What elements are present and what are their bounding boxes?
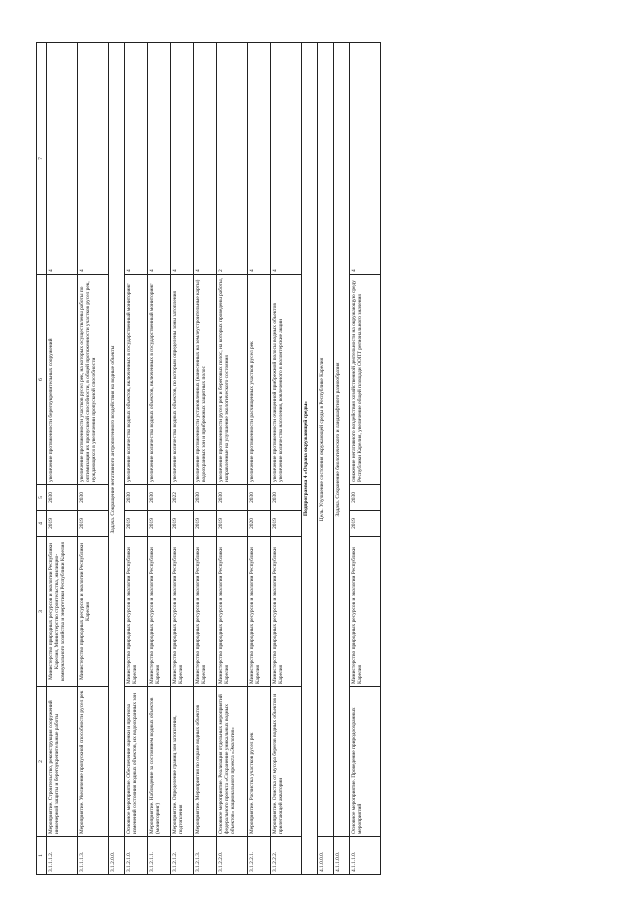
end-year: 2022 — [170, 485, 193, 511]
table-row — [147, 43, 170, 875]
start-year: 2019 — [77, 511, 108, 537]
event-name: Мероприятие. Увеличение пропускной способности русел рек — [77, 687, 108, 837]
executor: Министерство природных ресурсов и экологии Республики Карелия — [349, 537, 380, 687]
table-row — [349, 43, 380, 875]
executor: Министерство природных ресурсов и экологии Республики Карелия, Министерство строительства, жилищно-коммунального хозяйства и энергетики Республики Карелия — [46, 537, 77, 687]
table-row — [270, 43, 301, 875]
row-code: 3.1.2.2.1. — [247, 837, 270, 875]
start-year: 2019 — [270, 511, 301, 537]
col-number: 7 — [37, 43, 47, 275]
table-row — [193, 43, 216, 875]
row-code: 3.1.2.2.0. — [216, 837, 247, 875]
event-name: Мероприятие. Определение границ зон затопления, подтопления — [170, 687, 193, 837]
col-number: 2 — [37, 687, 47, 837]
end-year: 2030 — [270, 485, 301, 511]
executor: Министерство природных ресурсов и экологии Республики Карелия — [170, 537, 193, 687]
indicator-link: 4 — [124, 43, 147, 275]
start-year: 2019 — [170, 511, 193, 537]
expected-result: увеличение количества водных объектов, по которым определены зоны затопления — [170, 275, 193, 485]
col-number: 5 — [37, 485, 47, 511]
row-code: 3.1.2.2.2. — [270, 837, 301, 875]
executor: Министерство природных ресурсов и экологии Республики Карелия — [147, 537, 170, 687]
expected-result: увеличение количества водных объектов, включенных в государственный мониторинг — [124, 275, 147, 485]
event-name: Мероприятие. Строительство, реконструкция сооружений инженерной защиты и берегоукрепительные работы — [46, 687, 77, 837]
table-row — [124, 43, 147, 875]
start-year: 2019 — [349, 511, 380, 537]
table-row — [170, 43, 193, 875]
start-year: 2019 — [124, 511, 147, 537]
expected-result: увеличение протяженности берегоукрепительных сооружений — [46, 275, 77, 485]
event-name: Мероприятие. Очистка от мусора берегов водных объектов и прилегающей акватории — [270, 687, 301, 837]
subprogram-title: Подпрограмма 4 «Охрана окружающей среды» — [301, 43, 317, 875]
indicator-link: 4 — [77, 43, 108, 275]
executor: Министерство природных ресурсов и экологии Республики Карелия — [216, 537, 247, 687]
subprogram-title-row — [301, 43, 317, 875]
indicator-link: 4 — [46, 43, 77, 275]
end-year: 2030 — [247, 485, 270, 511]
task-text: Задача. Сохранение биологического и ландшафтного разнообразия — [333, 43, 349, 837]
expected-result: увеличение количества водных объектов, включенных в государственный мониторинг — [147, 275, 170, 485]
end-year: 2030 — [124, 485, 147, 511]
row-code: 3.1.2.1.1. — [147, 837, 170, 875]
row-code: 3.1.1.1.2. — [46, 837, 77, 875]
indicator-link: 4 — [170, 43, 193, 275]
start-year: 2019 — [216, 511, 247, 537]
indicator-link: 4 — [247, 43, 270, 275]
row-code: 3.1.2.1.2. — [170, 837, 193, 875]
col-number: 4 — [37, 511, 47, 537]
expected-result: увеличение протяженности русел рек и береговых полос, на которых проведены работы, направленные на улучшение экологического состояния — [216, 275, 247, 485]
event-name: Мероприятие. Наблюдение за состоянием водных объектов (мониторинг) — [147, 687, 170, 837]
table-row — [46, 43, 77, 875]
start-year: 2019 — [46, 511, 77, 537]
event-name: Мероприятие. Расчистка участков русел рек — [247, 687, 270, 837]
indicator-link: 4 — [270, 43, 301, 275]
executor: Министерство природных ресурсов и экологии Республики Карелия — [124, 537, 147, 687]
end-year: 2030 — [349, 485, 380, 511]
end-year: 2030 — [46, 485, 77, 511]
end-year: 2030 — [193, 485, 216, 511]
start-year: 2019 — [147, 511, 170, 537]
expected-result: увеличение протяженности участков русел рек, на которых осуществлены работы по оптимизации их пропускной способности, в общей протяженности участков русел рек, нуждающихся в увеличении пропускной способности — [77, 275, 108, 485]
goal-text: Цель. Улучшение состояния окружающей среды в Республике Карелия — [317, 43, 333, 837]
table-row — [77, 43, 108, 875]
executor: Министерство природных ресурсов и экологии Республики Карелия — [193, 537, 216, 687]
task-text: Задача. Сокращение негативного антропогенного воздействия на водные объекты — [108, 43, 124, 837]
end-year: 2030 — [147, 485, 170, 511]
start-year: 2020 — [247, 511, 270, 537]
end-year: 2030 — [216, 485, 247, 511]
start-year: 2019 — [193, 511, 216, 537]
indicator-link: 2 — [216, 43, 247, 275]
table-row — [247, 43, 270, 875]
indicator-link: 4 — [349, 43, 380, 275]
event-name: Основное мероприятие. Обеспечение оценки и прогноза изменений состояния водных объектов, их водоохранных зон — [124, 687, 147, 837]
event-name: Мероприятие. Мероприятия по охране водных объектов — [193, 687, 216, 837]
col-number: 6 — [37, 275, 47, 485]
row-code: 3.1.2.0.0. — [108, 837, 124, 875]
table-row — [216, 43, 247, 875]
event-name: Основное мероприятие. Проведение природоохранных мероприятий — [349, 687, 380, 837]
program-table — [36, 42, 381, 875]
executor: Министерство природных ресурсов и экологии Республики Карелия — [77, 537, 108, 687]
indicator-link: 4 — [147, 43, 170, 275]
expected-result: увеличение протяженности расчищенных участков русел рек — [247, 275, 270, 485]
row-code: 3.1.1.1.3. — [77, 837, 108, 875]
row-code: 4.1.1.0.0. — [333, 837, 349, 875]
row-code: 3.1.2.1.0. — [124, 837, 147, 875]
executor: Министерство природных ресурсов и экологии Республики Карелия — [247, 537, 270, 687]
row-code: 4.1.0.0.0. — [317, 837, 333, 875]
expected-result: увеличение протяженности очищенной прибрежной полосы водных объектов увеличение количества населения, вовлеченного в волонтерские акции — [270, 275, 301, 485]
indicator-link: 4 — [193, 43, 216, 275]
task-row — [108, 43, 124, 875]
end-year: 2030 — [77, 485, 108, 511]
expected-result: снижение негативного воздействия хозяйственной деятельности на окружающую среду Республики Карелия, увеличение общей площади ООПТ регионального значения — [349, 275, 380, 485]
col-number: 1 — [37, 837, 47, 875]
row-code: 4.1.1.1.0. — [349, 837, 380, 875]
event-name: Основное мероприятие. Реализация отдельных мероприятий федерального проекта «Сохранение уникальных водных объектов» национального проекта «Экология» — [216, 687, 247, 837]
column-number-row — [37, 43, 47, 875]
row-code: 3.1.2.1.3. — [193, 837, 216, 875]
executor: Министерство природных ресурсов и экологии Республики Карелия — [270, 537, 301, 687]
task-row — [333, 43, 349, 875]
goal-row — [317, 43, 333, 875]
rotated-table-wrapper — [36, 43, 604, 875]
col-number: 3 — [37, 537, 47, 687]
expected-result: увеличение протяженности установленных (нанесенных на землеустроительные карты) водоохранных зон и прибрежных защитных полос — [193, 275, 216, 485]
